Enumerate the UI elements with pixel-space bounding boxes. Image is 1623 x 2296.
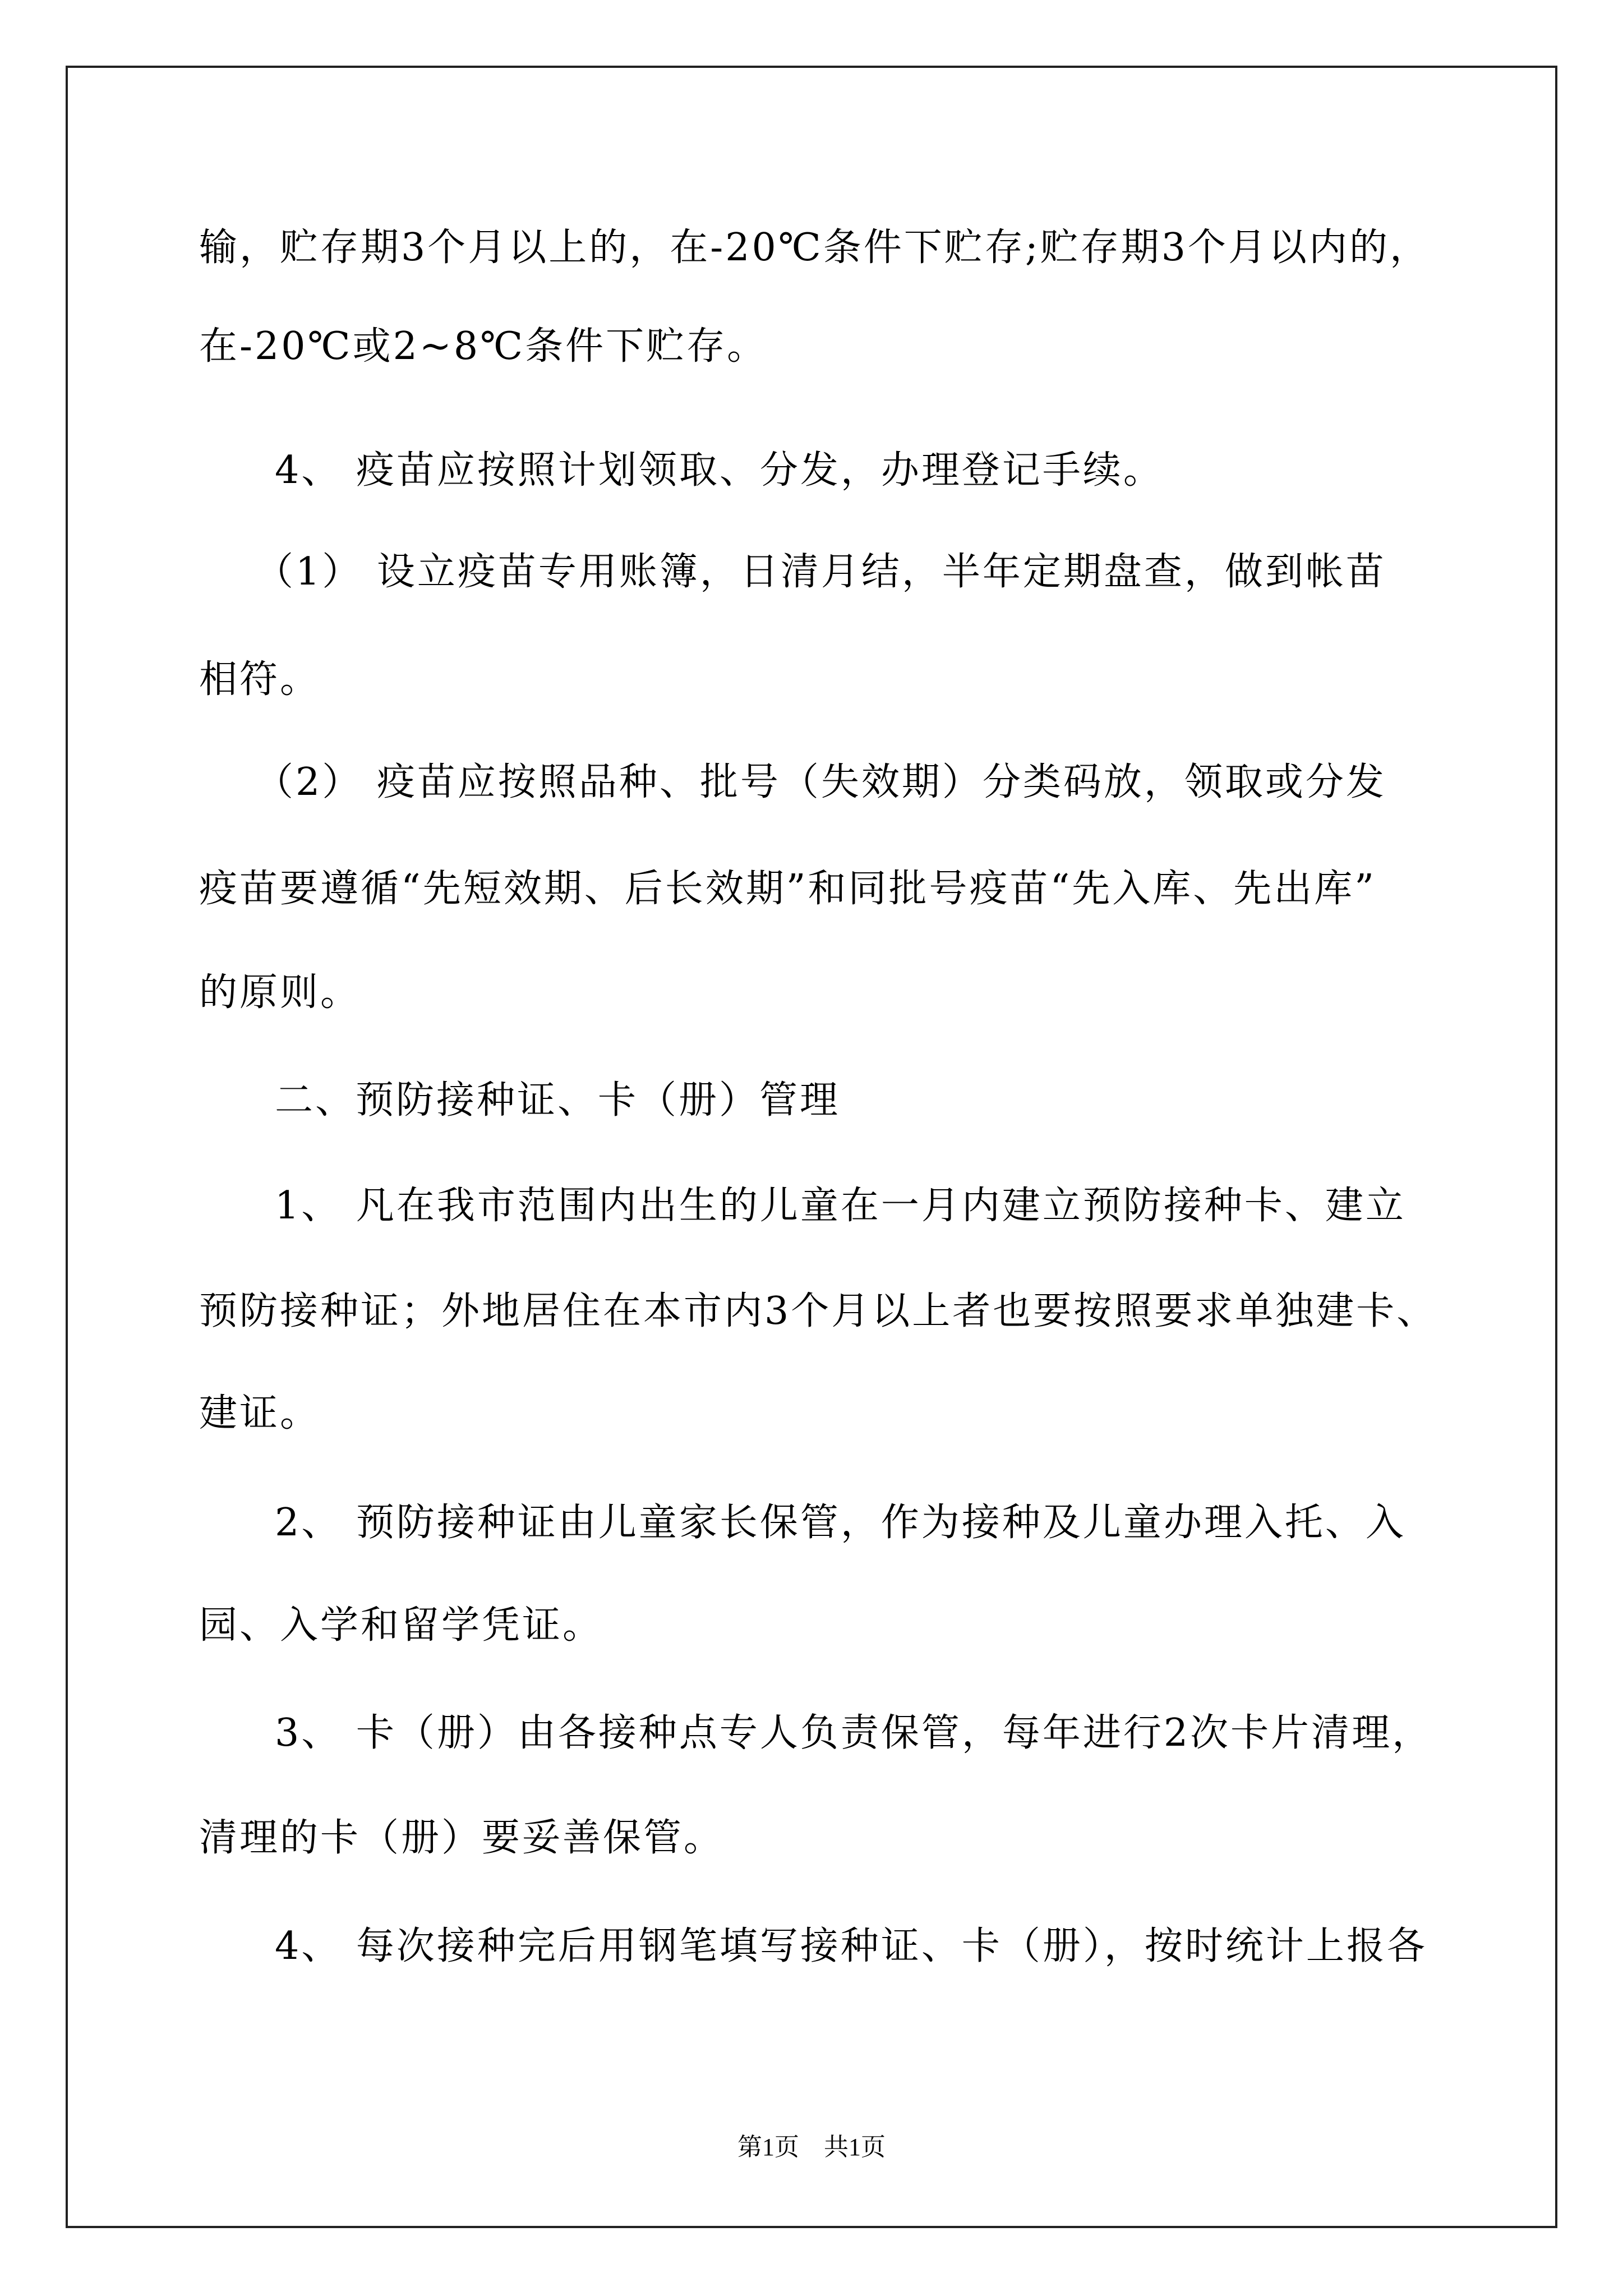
text-line-5: 相符。 <box>199 657 321 702</box>
text-line-11: 预防接种证；外地居住在本市内3个月以上者也要按照要求单独建卡、 <box>199 1289 1437 1333</box>
text-line-17: 4、 每次接种完后用钢笔填写接种证、卡（册），按时统计上报各 <box>275 1924 1427 1968</box>
text-line-7: 疫苗要遵循“先短效期、后长效期”和同批号疫苗“先入库、先出库” <box>199 867 1377 911</box>
text-line-14: 园、入学和留学凭证。 <box>199 1603 603 1648</box>
text-line-6: （2） 疫苗应按照品种、批号（失效期）分类码放，领取或分发 <box>255 760 1386 804</box>
text-line-2: 在-20℃或2~8℃条件下贮存。 <box>199 324 768 369</box>
section-heading: 二、预防接种证、卡（册）管理 <box>275 1078 841 1122</box>
text-line-15: 3、 卡（册）由各接种点专人负责保管，每年进行2次卡片清理， <box>275 1711 1433 1755</box>
page-footer: 第1页 共1页 <box>737 2133 886 2161</box>
text-line-12: 建证。 <box>199 1391 321 1435</box>
text-line-10: 1、 凡在我市范围内出生的儿童在一月内建立预防接种卡、建立 <box>275 1184 1406 1228</box>
page-border <box>66 66 1557 2228</box>
text-line-1: 输，贮存期3个月以上的，在-20℃条件下贮存;贮存期3个月以内的， <box>199 226 1431 270</box>
text-line-8: 的原则。 <box>199 970 361 1015</box>
text-line-16: 清理的卡（册）要妥善保管。 <box>199 1816 725 1860</box>
text-line-13: 2、 预防接种证由儿童家长保管，作为接种及儿童办理入托、入 <box>275 1501 1406 1545</box>
text-line-4: （1） 设立疫苗专用账簿，日清月结，半年定期盘查，做到帐苗 <box>255 550 1386 594</box>
text-line-3: 4、 疫苗应按照计划领取、分发，办理登记手续。 <box>275 448 1164 493</box>
